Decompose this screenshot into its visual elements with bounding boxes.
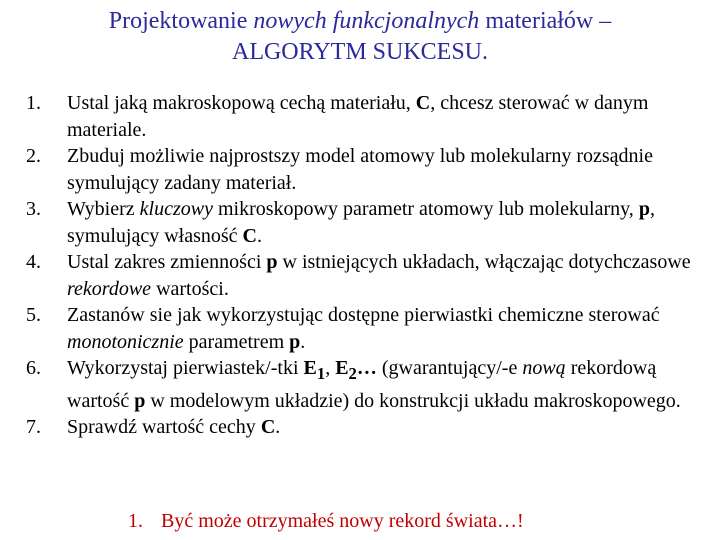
algorithm-list	[26, 90, 706, 441]
title-line-1: Projektowanie nowych funkcjonalnych materiałów –	[108, 8, 612, 34]
list-item: 2. Zbuduj możliwie najprostszy model atomowy lub molekularny rozsądnie symulujący zadany materiał.	[26, 145, 653, 194]
slide-title	[0, 6, 720, 68]
sub-list-item: 1. Być może otrzymałeś nowy rekord świata…!	[128, 510, 524, 532]
list-item: 6. Wykorzystaj pierwiastek/-tki $E_1$, $E_2\dots$ (gwarantujący/-e nową rekordową wartość p w modelowym układzie) do konstrukcji układu makroskopowego.	[26, 357, 681, 412]
list-item: 5. Zastanów sie jak wykorzystując dostępne pierwiastki chemiczne sterować monotonicznie parametrem p.	[26, 304, 660, 353]
title-line-2: ALGORYTM SUKCESU.	[231, 39, 489, 65]
list-item: 1. Ustal jaką makroskopową cechą materiału, C, chcesz sterować w danym materiale.	[26, 92, 649, 141]
list-item: 3. Wybierz kluczowy mikroskopowy parametr atomowy lub molekularny, p, symulujący własność C.	[26, 198, 655, 247]
list-item: 4. Ustal zakres zmienności p w istniejących układach, włączając dotychczasowe rekordowe wartości.	[26, 251, 691, 300]
list-item: 7. Sprawdź wartość cechy C.	[26, 416, 281, 438]
